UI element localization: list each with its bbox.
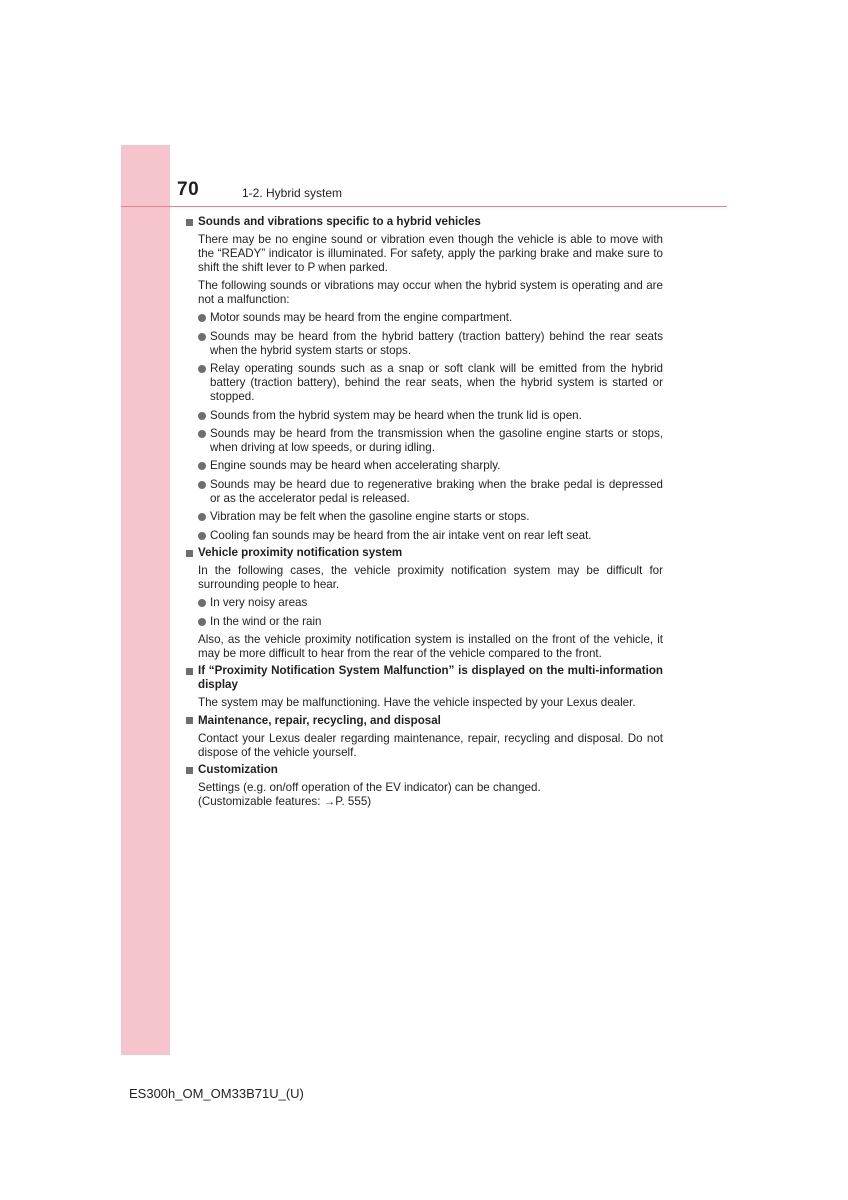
header-rule [121, 206, 727, 207]
section-heading [186, 714, 663, 728]
list-item [198, 529, 663, 543]
list-item-text: Sounds from the hybrid system may be heard when the trunk lid is open. [210, 408, 582, 422]
list-item-text: Sounds may be heard due to regenerative braking when the brake pedal is depressed or as the accelerator pedal is released. [210, 477, 663, 505]
square-bullet-icon [186, 767, 193, 774]
paragraph: The system may be malfunctioning. Have the vehicle inspected by your Lexus dealer. [198, 696, 636, 710]
paragraph: The following sounds or vibrations may occur when the hybrid system is operating and are not a malfunction: [198, 279, 663, 306]
section-title: 1-2. Hybrid system [242, 186, 343, 200]
paragraph: There may be no engine sound or vibration even though the vehicle is able to move with the “READY” indicator is illuminated. For safety, apply the parking brake and make sure to shift the shift lever to P when parked. [198, 233, 663, 274]
round-bullet-icon [198, 532, 206, 540]
paragraph: Contact your Lexus dealer regarding maintenance, repair, recycling and disposal. Do not dispose of the vehicle yourself. [198, 731, 663, 759]
square-bullet-icon [186, 550, 193, 557]
round-bullet-icon [198, 412, 206, 420]
list-item-text: Cooling fan sounds may be heard from the air intake vent on rear left seat. [210, 528, 592, 542]
document-code: ES300h_OM_OM33B71U_(U) [129, 1086, 304, 1101]
section-heading [186, 546, 663, 560]
square-bullet-icon [186, 219, 193, 226]
list-item-text: Relay operating sounds such as a snap or soft clank will be emitted from the hybrid battery (traction battery), behind the rear seats, when the hybrid system is started or stopped. [210, 362, 663, 404]
list-item [198, 615, 663, 629]
list-item [198, 330, 663, 358]
square-bullet-icon [186, 668, 193, 675]
section-heading [186, 763, 663, 777]
list-item [198, 478, 663, 506]
page-content [186, 215, 663, 809]
section-heading [186, 664, 663, 692]
list-item-text: Vibration may be felt when the gasoline engine starts or stops. [210, 510, 530, 524]
page-reference-link[interactable]: (Customizable features: →P. 555) [198, 795, 372, 809]
paragraph: In the following cases, the vehicle proximity notification system may be difficult for surrounding people to hear. [198, 564, 663, 592]
settings-text: Settings (e.g. on/off operation of the EV indicator) can be changed. [198, 781, 541, 795]
list-item [198, 409, 663, 423]
list-item-text: In the wind or the rain [210, 614, 322, 628]
round-bullet-icon [198, 513, 206, 521]
section-heading [186, 215, 663, 229]
list-item [198, 311, 663, 325]
round-bullet-icon [198, 462, 206, 470]
round-bullet-icon [198, 365, 206, 373]
round-bullet-icon [198, 314, 206, 322]
list-item [198, 362, 663, 404]
chapter-side-tab [121, 145, 170, 1055]
heading-text: Vehicle proximity notification system [198, 546, 403, 560]
list-item-text: Sounds may be heard from the hybrid battery (traction battery) behind the rear seats when the hybrid system starts or stops. [210, 329, 663, 357]
heading-text: If “Proximity Notification System Malfunction” is displayed on the multi-information display [198, 664, 663, 692]
list-item-text: Engine sounds may be heard when accelerating sharply. [210, 459, 501, 473]
round-bullet-icon [198, 481, 206, 489]
round-bullet-icon [198, 599, 206, 607]
paragraph: Also, as the vehicle proximity notification system is installed on the front of the vehicle, it may be more difficult to hear from the rear of the vehicle compared to the front. [198, 632, 663, 660]
list-item [198, 427, 663, 455]
list-item-text: Sounds may be heard from the transmission when the gasoline engine starts or stops, when driving at low speeds, or during idling. [210, 426, 663, 454]
square-bullet-icon [186, 717, 193, 724]
heading-text: Customization [198, 763, 278, 777]
list-item [198, 459, 663, 473]
round-bullet-icon [198, 430, 206, 438]
round-bullet-icon [198, 333, 206, 341]
round-bullet-icon [198, 618, 206, 626]
list-item-text: In very noisy areas [210, 596, 308, 610]
list-item [198, 596, 663, 610]
heading-text: Maintenance, repair, recycling, and disposal [198, 713, 441, 727]
list-item-text: Motor sounds may be heard from the engine compartment. [210, 311, 513, 325]
paragraph [198, 781, 663, 809]
page-number: 70 [177, 179, 200, 200]
heading-text: Sounds and vibrations specific to a hybrid vehicles [198, 215, 481, 228]
list-item [198, 510, 663, 524]
